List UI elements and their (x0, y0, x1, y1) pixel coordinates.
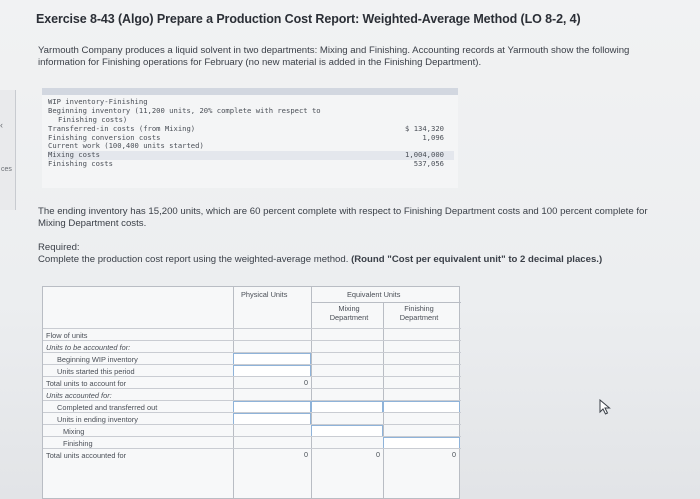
row-label: Total units accounted for (46, 450, 127, 460)
row-label: Beginning WIP inventory (57, 354, 138, 364)
mouse-cursor-icon (599, 399, 613, 415)
ending-inventory-text: The ending inventory has 15,200 units, which are 60 percent complete with respect to Finishing Department costs and 100 percent complete for Mixing Department costs. (38, 206, 648, 229)
mixing-department-header: Mixing Department (329, 304, 369, 322)
intro-text: Yarmouth Company produces a liquid solvent in two departments: Mixing and Finishing. Accounting records at Yarmouth show the following information for Finishing operations for February (no new material is added in the Finishing Department). (38, 45, 630, 68)
data-table (42, 88, 458, 188)
total-accounted-mixing-value: 0 (376, 450, 380, 459)
data-row-label: Finishing conversion costs (48, 132, 161, 142)
production-cost-report (42, 286, 460, 499)
page-title: Exercise 8-43 (Algo) Prepare a Production Cost Report: Weighted-Average Method (LO 8-2, 4) (36, 12, 581, 26)
finishing-department-header: Finishing Department (399, 304, 439, 322)
row-label: Units to be accounted for: (46, 342, 131, 352)
report-row-finishing (43, 436, 461, 448)
data-row-label: Mixing costs (48, 150, 100, 160)
data-row (48, 142, 454, 151)
equivalent-units-header: Equivalent Units (347, 290, 401, 299)
data-row-value: 537,056 (413, 159, 444, 169)
total-accounted-finishing-value: 0 (452, 450, 456, 459)
data-row-label: WIP inventory-Finishing (48, 97, 148, 106)
report-row-units-to-account (43, 340, 461, 352)
report-row-ending-inventory (43, 412, 461, 424)
data-row-label: Finishing costs (48, 159, 113, 169)
physical-units-header: Physical Units (241, 290, 288, 299)
row-label: Total units to account for (46, 378, 127, 388)
sidebar-text: ces (1, 166, 12, 173)
data-row-value: 1,004,000 (405, 150, 444, 160)
rounding-note: (Round "Cost per equivalent unit" to 2 decimal places.) (351, 254, 603, 265)
data-row-label: Current work (100,400 units started) (48, 141, 204, 151)
sidebar-arrow-icon[interactable]: ‹ (0, 120, 3, 130)
row-label: Units in ending inventory (57, 414, 138, 424)
total-accounted-physical-value: 0 (304, 450, 308, 459)
row-label: Completed and transferred out (57, 402, 158, 412)
data-row-value: 1,096 (422, 132, 444, 142)
row-label: Units accounted for: (46, 390, 112, 400)
report-row-flow-of-units (43, 328, 461, 340)
data-row-label: Transferred-in costs (from Mixing) (48, 123, 196, 133)
report-row-total-accounted (43, 448, 461, 460)
report-row-completed (43, 400, 461, 412)
data-row (48, 160, 454, 169)
report-row-mixing (43, 424, 461, 436)
total-to-account-value: 0 (304, 378, 308, 387)
report-row-total-to-account (43, 376, 461, 388)
required-text (38, 254, 602, 265)
header-divider (311, 302, 461, 303)
row-label: Units started this period (57, 366, 135, 376)
required-instruction: Complete the production cost report using the weighted-average method. (38, 254, 349, 265)
data-row-label: Beginning inventory (11,200 units, 20% complete with respect to (48, 105, 321, 115)
data-row-label: Finishing costs) (58, 114, 128, 124)
report-row-beginning-wip (43, 352, 461, 364)
required-label: Required: (38, 242, 80, 253)
row-label: Mixing (63, 426, 85, 436)
left-sidebar-edge (0, 90, 16, 210)
data-row-value: $ 134,320 (405, 123, 444, 133)
report-row-units-started (43, 364, 461, 376)
report-row-units-accounted (43, 388, 461, 400)
row-label: Finishing (63, 438, 93, 448)
row-label: Flow of units (46, 330, 88, 340)
